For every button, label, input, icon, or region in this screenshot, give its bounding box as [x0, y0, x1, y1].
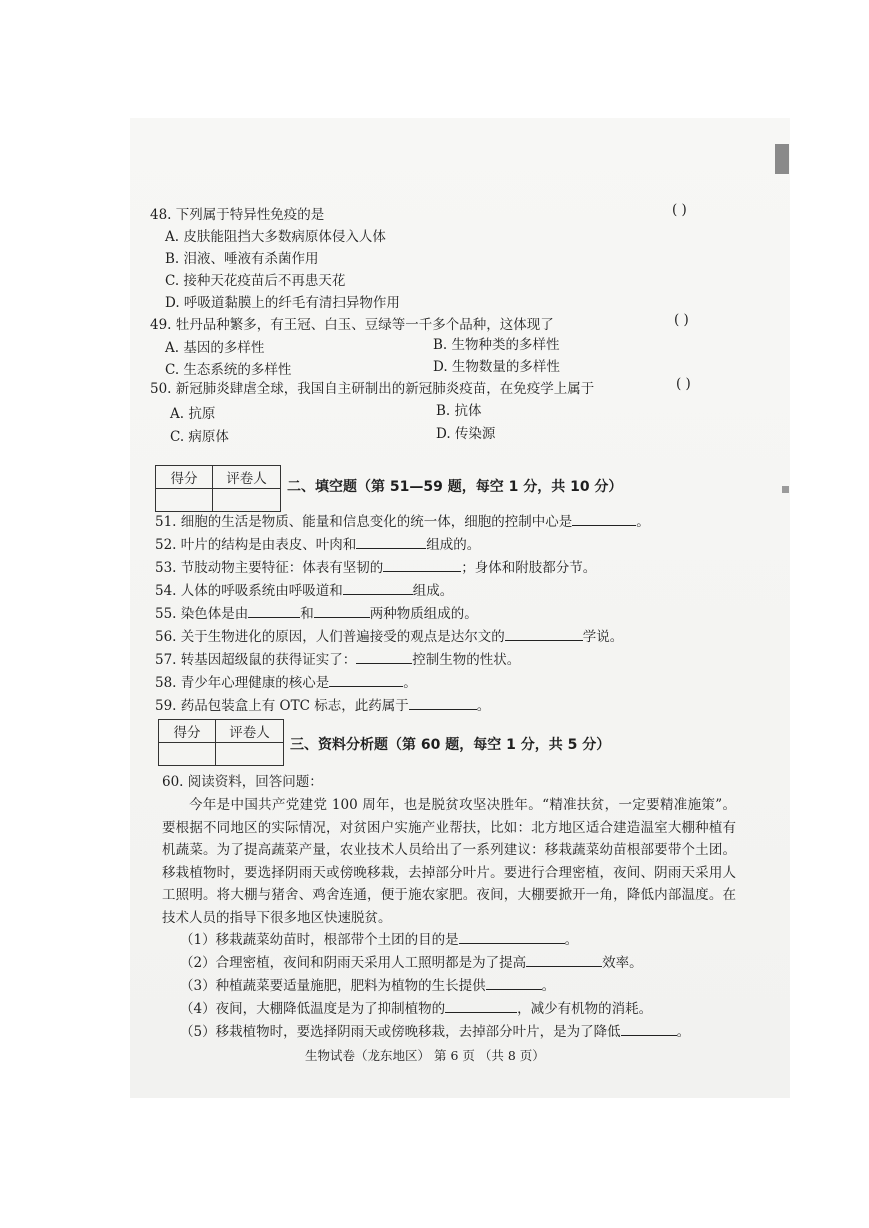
- q60-sub-2-tail: 效率。: [602, 955, 643, 971]
- q60-sub-2-text: （2）合理密植，夜间和阴雨天采用人工照明都是为了提高: [180, 955, 527, 971]
- q60-sub-4: [180, 999, 652, 1018]
- section2-title: 二、填空题（第 51—59 题，每空 1 分，共 10 分）: [287, 479, 623, 495]
- margin-tab-mark: [775, 144, 789, 174]
- margin-dot-mark: [782, 486, 789, 493]
- q60-sub-5-text: （5）移栽植物时，要选择阴雨天或傍晚移栽，去掉部分叶片，是为了降低: [180, 1024, 621, 1040]
- q49-answer-bracket: ( ): [674, 312, 689, 328]
- q48-stem: 48. 下列属于特异性免疫的是: [150, 207, 325, 223]
- q56: [155, 627, 623, 646]
- q58-blank: [329, 673, 403, 687]
- q59-tail: 。: [476, 698, 491, 714]
- q50-option-d: D. 传染源: [436, 426, 496, 442]
- q56-blank: [505, 627, 583, 641]
- q58-tail: 。: [403, 675, 417, 691]
- q57-tail: 控制生物的性状。: [412, 652, 521, 668]
- q50-option-a: A. 抗原: [170, 406, 216, 422]
- score-label: 得分: [159, 720, 216, 743]
- q52-blank: [356, 535, 426, 549]
- q60-sub-2: [180, 953, 643, 972]
- score-cell: [159, 743, 216, 766]
- q50-option-c: C. 病原体: [170, 429, 229, 445]
- q60-stem: 60. 阅读资料，回答问题：: [162, 774, 323, 790]
- q57-blank: [356, 650, 412, 664]
- q50-option-b: B. 抗体: [436, 403, 482, 419]
- grader-label: 评卷人: [216, 720, 284, 743]
- q51: [155, 512, 650, 531]
- q49-option-a: A. 基因的多样性: [165, 340, 265, 356]
- q60-sub-3: [180, 976, 555, 995]
- q54-text: 54. 人体的呼吸系统由呼吸道和: [155, 583, 343, 599]
- q60-passage: 今年是中国共产党建党 100 周年，也是脱贫攻坚决胜年。“精准扶贫，一定要精准施策”。要根据不同地区的实际情况，对贫困户实施产业帮扶，比如：北方地区适合建造温室大棚种植有机蔬菜。为了提高蔬菜产量，农业技术人员给出了一系列建议：移栽蔬菜幼苗根部要带个土团。移栽植物时，要选择阴雨天或傍晚移栽，去掉部分叶片。要进行合理密植，夜间、阴雨天采用人工照明。将大棚与猪舍、鸡舍连通，便于施农家肥。夜间，大棚要掀开一角，降低内部温度。在技术人员的指导下很多地区快速脱贫。: [162, 797, 736, 926]
- q52-tail: 组成的。: [426, 537, 481, 553]
- q51-blank: [572, 512, 636, 526]
- q48-option-a: A. 皮肤能阻挡大多数病原体侵入人体: [165, 229, 386, 245]
- q54-blank: [343, 581, 413, 595]
- q60-sub-3-tail: 。: [541, 978, 556, 994]
- q60-sub-3-blank: [486, 976, 542, 990]
- q60-sub-4-text: （4）夜间，大棚降低温度是为了抑制植物的: [180, 1001, 446, 1017]
- q55-mid: 和: [300, 606, 314, 622]
- q60-sub-1: [180, 930, 578, 949]
- q51-tail: 。: [636, 514, 650, 530]
- q53-blank: [383, 558, 461, 572]
- q48-answer-bracket: ( ): [672, 202, 687, 218]
- q54-tail: 组成。: [412, 583, 454, 599]
- q51-text: 51. 细胞的生活是物质、能量和信息变化的统一体，细胞的控制中心是: [155, 514, 573, 530]
- q58: [155, 673, 417, 692]
- q53-tail: ；身体和附肢都分节。: [461, 560, 597, 576]
- q60-sub-4-tail: ，减少有机物的消耗。: [517, 1001, 653, 1017]
- q53-text: 53. 节肢动物主要特征：体表有坚韧的: [155, 560, 384, 576]
- q54: [155, 581, 453, 600]
- q60-sub-5-tail: 。: [676, 1024, 691, 1040]
- q60-sub-1-blank: [459, 930, 565, 944]
- q49-option-b: B. 生物种类的多样性: [433, 337, 560, 353]
- grader-cell: [213, 489, 281, 512]
- q58-text: 58. 青少年心理健康的核心是: [155, 675, 330, 691]
- q49-option-c: C. 生态系统的多样性: [165, 362, 292, 378]
- q59-blank: [409, 696, 477, 710]
- grader-cell: [216, 743, 284, 766]
- q60-sub-4-blank: [445, 999, 517, 1013]
- q55-text: 55. 染色体是由: [155, 606, 249, 622]
- section2-score-box: [155, 465, 281, 512]
- q52: [155, 535, 480, 554]
- q49-stem: 49. 牡丹品种繁多，有王冠、白玉、豆绿等一千多个品种，这体现了: [150, 317, 554, 333]
- section3-score-box: [158, 719, 284, 766]
- q57-text: 57. 转基因超级鼠的获得证实了：: [155, 652, 357, 668]
- q60-sub-1-tail: 。: [564, 932, 579, 948]
- q60-sub-5-blank: [621, 1022, 677, 1036]
- q50-stem: 50. 新冠肺炎肆虐全球，我国自主研制出的新冠肺炎疫苗，在免疫学上属于: [150, 381, 595, 397]
- q50-answer-bracket: ( ): [676, 376, 691, 392]
- grader-label: 评卷人: [213, 466, 281, 489]
- q60-sub-5: [180, 1022, 690, 1041]
- q48-option-d: D. 呼吸道黏膜上的纤毛有清扫异物作用: [165, 295, 400, 311]
- q55-tail: 两种物质组成的。: [369, 606, 478, 622]
- q56-text: 56. 关于生物进化的原因，人们普遍接受的观点是达尔文的: [155, 629, 505, 645]
- q48-option-b: B. 泪液、唾液有杀菌作用: [165, 251, 319, 267]
- q59-text: 59. 药品包装盒上有 OTC 标志，此药属于: [155, 698, 409, 714]
- score-cell: [156, 489, 213, 512]
- q48-option-c: C. 接种天花疫苗后不再患天花: [165, 273, 346, 289]
- q60-sub-1-text: （1）移栽蔬菜幼苗时，根部带个土团的目的是: [180, 932, 459, 948]
- q55-blank-1: [248, 604, 300, 618]
- q60-sub-2-blank: [526, 953, 602, 967]
- page-footer: 生物试卷（龙东地区） 第 6 页 （共 8 页）: [305, 1048, 545, 1063]
- q60-sub-3-text: （3）种植蔬菜要适量施肥，肥料为植物的生长提供: [180, 978, 486, 994]
- q52-text: 52. 叶片的结构是由表皮、叶肉和: [155, 537, 357, 553]
- q49-option-d: D. 生物数量的多样性: [433, 359, 560, 375]
- score-label: 得分: [156, 466, 213, 489]
- q55: [155, 604, 478, 623]
- q53: [155, 558, 596, 577]
- q56-tail: 学说。: [582, 629, 624, 645]
- section3-title: 三、资料分析题（第 60 题，每空 1 分，共 5 分）: [290, 737, 611, 753]
- q59: [155, 696, 490, 715]
- q57: [155, 650, 520, 669]
- q55-blank-2: [314, 604, 370, 618]
